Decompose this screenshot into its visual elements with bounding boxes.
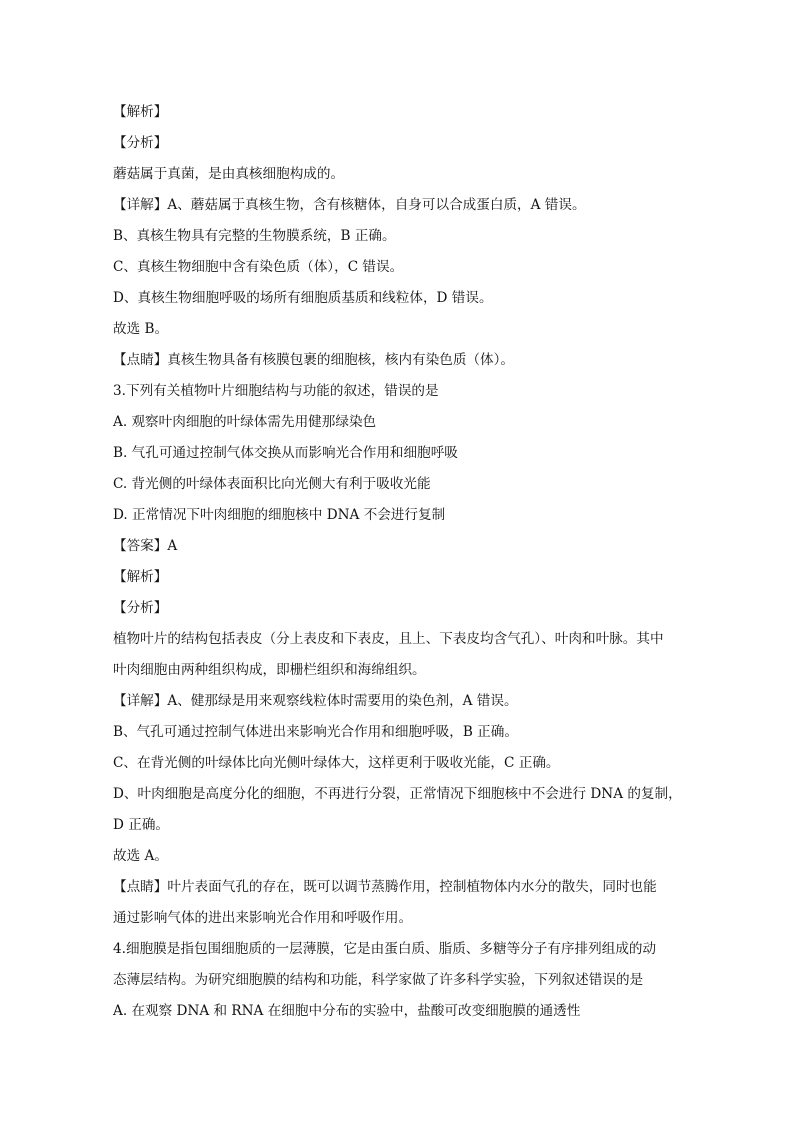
- detail-line: C、在背光侧的叶绿体比向光侧叶绿体大，这样更利于吸收光能，C 正确。: [113, 755, 560, 771]
- detail-line: D、叶肉细胞是高度分化的细胞，不再进行分裂，正常情况下细胞核中不会进行 DNA 的复制，: [113, 786, 682, 802]
- section-heading-analysis: 【解析】: [113, 569, 168, 585]
- detail-line: 【详解】A、蘑菇属于真核生物，含有核糖体，自身可以合成蛋白质，A 错误。: [113, 197, 586, 213]
- question-3-option-d: D. 正常情况下叶肉细胞的细胞核中 DNA 不会进行复制: [113, 507, 446, 523]
- section-heading-reasoning: 【分析】: [113, 600, 168, 616]
- paragraph-line: 蘑菇属于真菌，是由真核细胞构成的。: [113, 166, 345, 182]
- detail-line: B、气孔可通过控制气体进出来影响光合作用和细胞呼吸，B 正确。: [113, 724, 518, 740]
- answer-choice-line: 故选 B。: [113, 321, 169, 337]
- detail-line: D 正确。: [113, 817, 170, 833]
- question-3-option-a: A. 观察叶肉细胞的叶绿体需先用健那绿染色: [113, 414, 377, 430]
- answer-line: 【答案】A: [113, 538, 178, 554]
- question-3-option-c: C. 背光侧的叶绿体表面积比向光侧大有利于吸收光能: [113, 476, 431, 492]
- section-heading-analysis: 【解析】: [113, 104, 168, 120]
- section-heading-reasoning: 【分析】: [113, 135, 168, 151]
- question-4-stem: 4.细胞膜是指包围细胞质的一层薄膜，它是由蛋白质、脂质、多糖等分子有序排列组成的动: [113, 941, 657, 957]
- answer-choice-line: 故选 A。: [113, 848, 168, 864]
- question-3-stem: 3.下列有关植物叶片细胞结构与功能的叙述，错误的是: [113, 383, 439, 399]
- question-4-option-a: A. 在观察 DNA 和 RNA 在细胞中分布的实验中，盐酸可改变细胞膜的通透性: [113, 1003, 581, 1019]
- detail-line: D、真核生物细胞呼吸的场所有细胞质基质和线粒体，D 错误。: [113, 290, 493, 306]
- detail-line: C、真核生物细胞中含有染色质（体），C 错误。: [113, 259, 404, 275]
- detail-line: 【详解】A、健那绿是用来观察线粒体时需要用的染色剂，A 错误。: [113, 693, 518, 709]
- question-4-stem: 态薄层结构。为研究细胞膜的结构和功能，科学家做了许多科学实验，下列叙述错误的是: [113, 972, 644, 988]
- detail-line: B、真核生物具有完整的生物膜系统，B 正确。: [113, 228, 396, 244]
- question-3-option-b: B. 气孔可通过控制气体交换从而影响光合作用和细胞呼吸: [113, 445, 458, 461]
- key-point-line: 通过影响气体的进出来影响光合作用和呼吸作用。: [113, 910, 413, 926]
- key-point-line: 【点睛】真核生物具备有核膜包裹的细胞核，核内有染色质（体）。: [113, 352, 515, 368]
- key-point-line: 【点睛】叶片表面气孔的存在，既可以调节蒸腾作用，控制植物体内水分的散失，同时也能: [113, 879, 657, 895]
- paragraph-line: 植物叶片的结构包括表皮（分上表皮和下表皮，且上、下表皮均含气孔）、叶肉和叶脉。其中: [113, 631, 664, 647]
- paragraph-line: 叶肉细胞由两种组织构成，即栅栏组织和海绵组织。: [113, 662, 426, 678]
